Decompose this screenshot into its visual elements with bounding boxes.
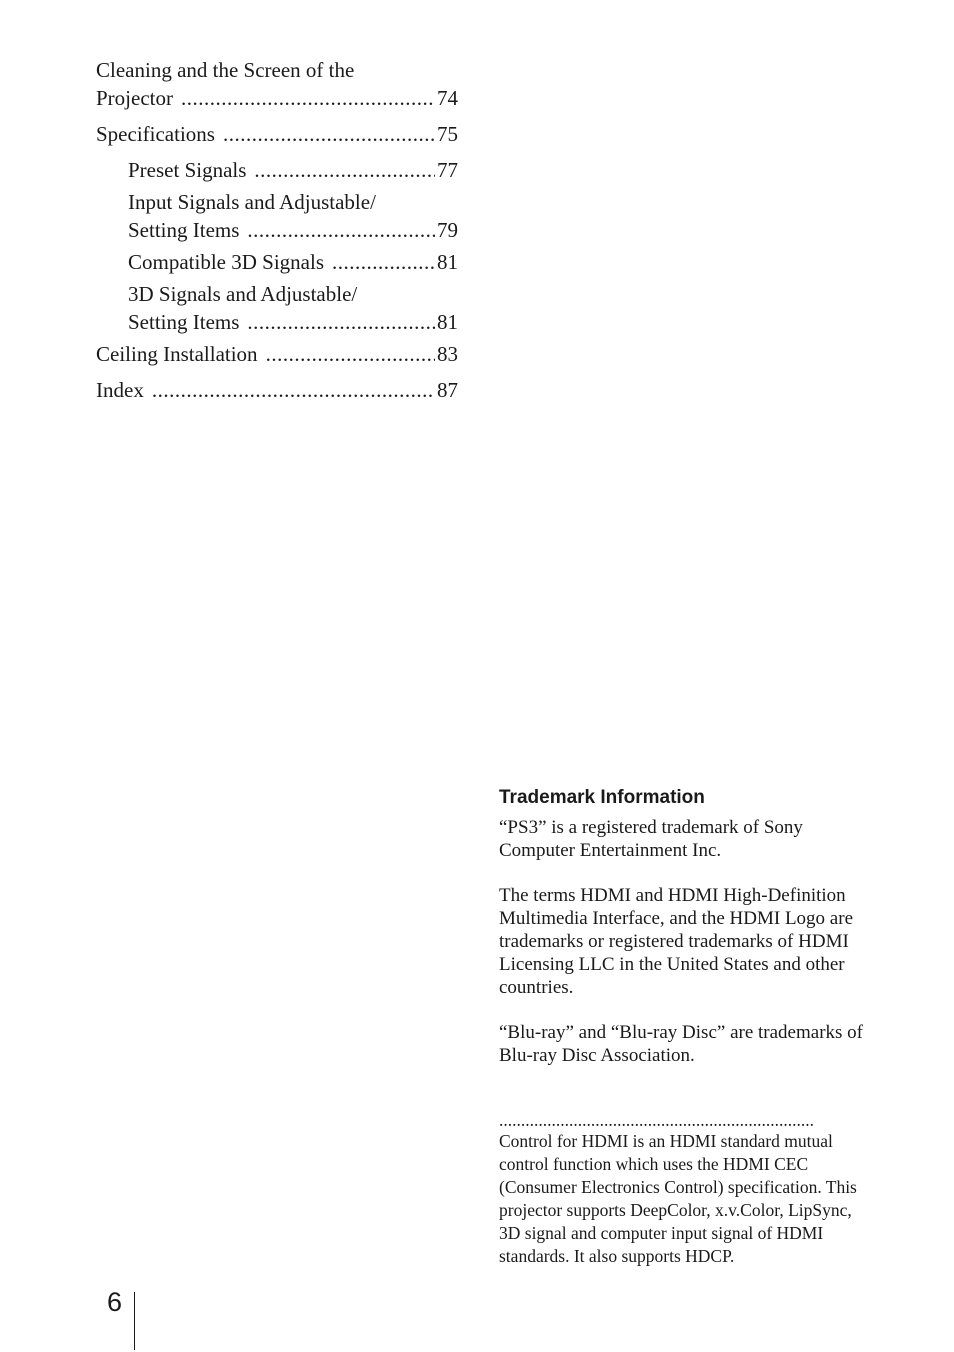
toc-page-number: 75 xyxy=(437,122,458,146)
toc-entry-3d-signals[interactable] xyxy=(96,280,458,336)
trademark-heading: Trademark Information xyxy=(499,787,705,808)
toc-entry-index[interactable] xyxy=(96,376,458,404)
toc-leader-dots xyxy=(266,340,435,368)
toc-page-number: 81 xyxy=(437,250,458,274)
toc-leader-dots xyxy=(332,248,435,276)
toc-leader-dots xyxy=(247,216,435,244)
toc-entry-label: Compatible 3D Signals xyxy=(128,250,324,274)
trademark-paragraph: “Blu-ray” and “Blu-ray Disc” are trademarks of Blu-ray Disc Association. xyxy=(499,1022,863,1066)
toc-entry-label: Index xyxy=(96,378,144,402)
trademark-paragraph: “PS3” is a registered trademark of Sony Computer Entertainment Inc. xyxy=(499,817,803,861)
toc-page-number: 83 xyxy=(437,342,458,366)
toc-leader-dots xyxy=(152,376,435,404)
toc-leader-dots xyxy=(181,84,435,112)
note-text: Control for HDMI is an HDMI standard mutual control function which uses the HDMI CEC (Consumer Electronics Control) specification. This projector supports DeepColor, x.v.Color, LipSync, 3D signal and computer input signal of HDMI standards. It also supports HDCP. xyxy=(499,1131,857,1266)
toc-page-number: 74 xyxy=(437,86,458,110)
toc-entry-ceiling-installation[interactable] xyxy=(96,340,458,368)
note-dotted-rule: ........................................................................ xyxy=(499,1110,814,1130)
toc-entry-label: Setting Items xyxy=(128,218,240,242)
trademark-paragraph: The terms HDMI and HDMI High-Definition Multimedia Interface, and the HDMI Logo are trademarks or registered trademarks of HDMI Licensing LLC in the United States and other countries. xyxy=(499,885,854,998)
toc-leader-dots xyxy=(223,120,435,148)
toc-leader-dots xyxy=(254,156,435,184)
toc-entry-preset-signals[interactable] xyxy=(96,156,458,184)
hdmi-note xyxy=(499,1110,864,1268)
page-number-rule xyxy=(134,1292,135,1350)
toc-entry-input-signals[interactable] xyxy=(96,188,458,244)
trademark-section xyxy=(499,786,864,1089)
toc-entry-label: Setting Items xyxy=(128,310,240,334)
toc-entry-cleaning[interactable] xyxy=(96,56,458,112)
toc-entry-title-line: Cleaning and the Screen of the xyxy=(96,58,355,82)
toc-leader-dots xyxy=(247,308,435,336)
page-number: 6 xyxy=(107,1287,123,1317)
toc-page-number: 81 xyxy=(437,310,458,334)
toc-entry-label: Ceiling Installation xyxy=(96,342,258,366)
toc-entry-specifications[interactable] xyxy=(96,120,458,148)
toc-entry-label: Specifications xyxy=(96,122,215,146)
toc-entry-title-line: 3D Signals and Adjustable/ xyxy=(128,282,358,306)
toc-page-number: 87 xyxy=(437,378,458,402)
toc-entry-compatible-3d-signals[interactable] xyxy=(96,248,458,276)
table-of-contents xyxy=(96,56,458,412)
toc-entry-title-line: Input Signals and Adjustable/ xyxy=(128,190,376,214)
toc-entry-label: Projector xyxy=(96,86,173,110)
toc-entry-label: Preset Signals xyxy=(128,158,247,182)
toc-page-number: 79 xyxy=(437,218,458,242)
toc-page-number: 77 xyxy=(437,158,458,182)
